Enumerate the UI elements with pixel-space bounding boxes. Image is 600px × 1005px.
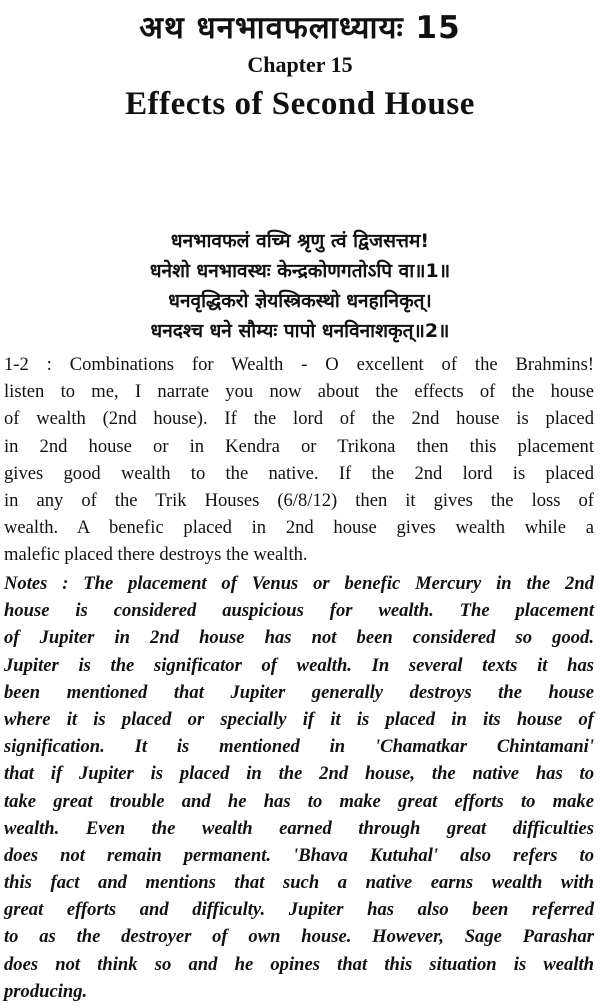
text-line: that if Jupiter is placed in the 2nd house, the native has to	[4, 763, 594, 785]
chapter-label: Chapter 15	[247, 52, 353, 77]
text-line: does not think so and he opines that this situation is wealth	[4, 953, 594, 975]
text-line: does not remain permanent. 'Bhava Kutuhal' also refers to	[4, 844, 594, 866]
text-line: wealth. A benefic placed in 2nd house gives wealth while a	[4, 517, 594, 539]
text-line: where it is placed or specially if it is placed in its house of	[4, 708, 594, 730]
verse-line: धनेशो धनभावस्थः केन्द्रकोणगतोऽपि वा॥1॥	[149, 260, 451, 282]
text-line: of wealth (2nd house). If the lord of the 2nd house is placed	[4, 408, 594, 430]
text-line: Notes : The placement of Venus or benefic Mercury in the 2nd	[4, 573, 594, 594]
sanskrit-chapter-title: अथ धनभावफलाध्यायः 15	[139, 10, 461, 46]
text-line: this fact and mentions that such a native earns wealth with	[4, 872, 594, 894]
notes-paragraph	[4, 570, 594, 1005]
text-line: in any of the Trik Houses (6/8/12) then it gives the loss of	[4, 489, 594, 511]
translation-paragraph	[4, 351, 594, 569]
text-line: great efforts and difficulty. Jupiter has also been referred	[4, 899, 594, 921]
text-line: of Jupiter in 2nd house has not been considered so good.	[4, 627, 594, 649]
text-line: 1-2 : Combinations for Wealth - O excellent of the Brahmins!	[4, 354, 594, 375]
text-line: producing.	[4, 980, 88, 1002]
text-line: been mentioned that Jupiter generally destroys the house	[4, 681, 594, 703]
text-line: house is considered auspicious for wealth. The placement	[4, 600, 594, 622]
page-title: Effects of Second House	[125, 86, 475, 122]
text-line: listen to me, I narrate you now about the effects of the house	[4, 381, 594, 403]
text-line: malefic placed there destroys the wealth.	[4, 544, 308, 566]
text-line: to as the destroyer of own house. However, Sage Parashar	[4, 926, 594, 948]
verse-line: धनभावफलं वच्मि श्रृणु त्वं द्विजसत्तम!	[170, 230, 430, 252]
sanskrit-verses	[0, 226, 600, 346]
text-line: Jupiter is the significator of wealth. In several texts it has	[4, 654, 594, 676]
text-line: signification. It is mentioned in 'Chamatkar Chintamani'	[4, 736, 594, 758]
verse-line: धनवृद्धिकरो ज्ञेयस्त्रिकस्थो धनहानिकृत्।	[168, 290, 432, 312]
text-line: in 2nd house or in Kendra or Trikona then this placement	[4, 435, 594, 457]
verse-line: धनदश्च धने सौम्यः पापो धनविनाशकृत्॥2॥	[150, 320, 450, 342]
text-line: gives good wealth to the native. If the 2nd lord is placed	[4, 462, 594, 484]
text-line: wealth. Even the wealth earned through great difficulties	[4, 817, 594, 839]
text-line: take great trouble and he has to make great efforts to make	[4, 790, 594, 812]
